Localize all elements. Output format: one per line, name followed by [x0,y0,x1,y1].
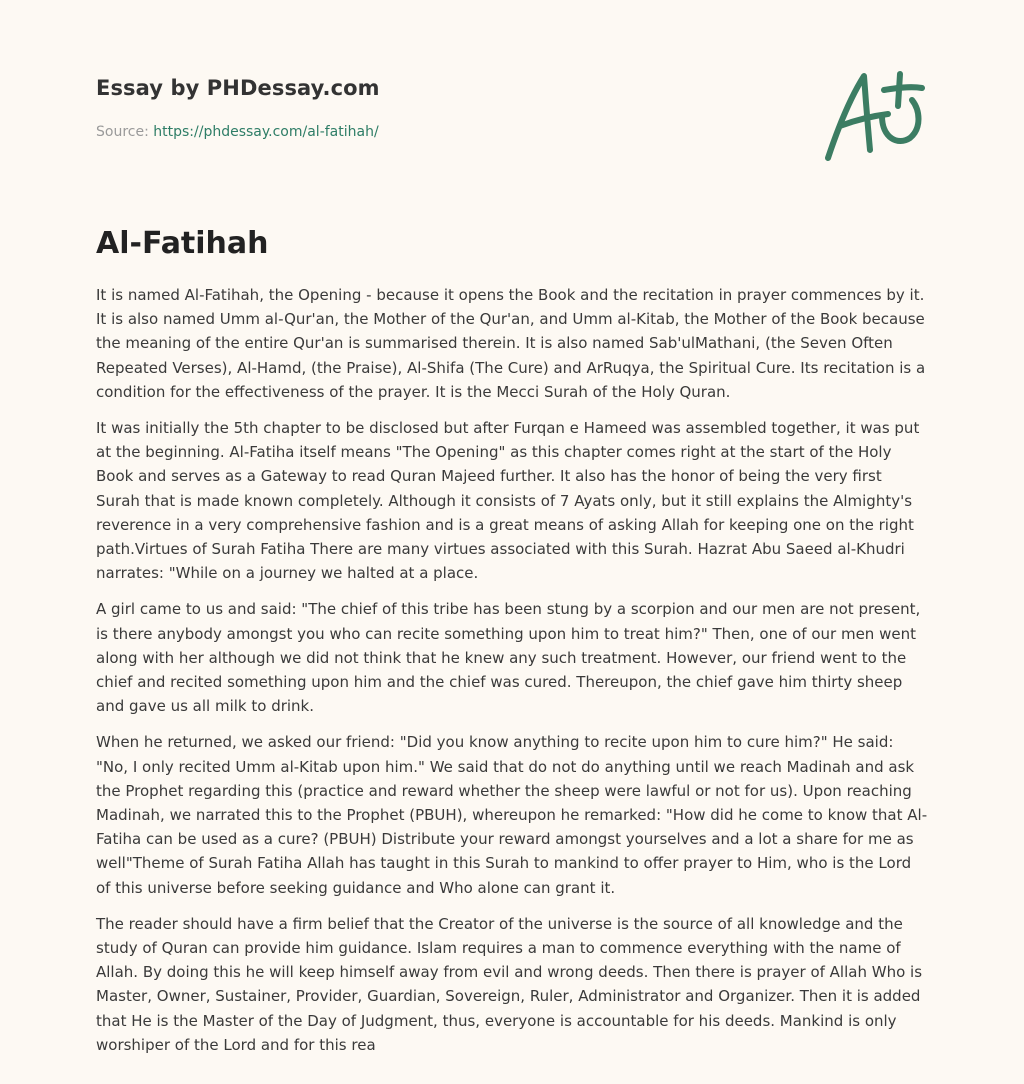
source-link[interactable]: https://phdessay.com/al-fatihah/ [153,124,379,140]
a-plus-logo-icon [818,66,930,166]
paragraph: It was initially the 5th chapter to be disclosed but after Furqan e Hameed was assembled together, it was put at the beginning. Al-Fatiha itself means "The Opening" as this chapter comes right at the start of the Holy Book and serves as a Gateway to read Quran Majeed further. It also has the honor of being the very first Surah that is made known completely. Although it consists of 7 Ayats only, but it still explains the Almighty's reverence in a very comprehensive fashion and is a great means of asking Allah for keeping one on the right path.Virtues of Surah Fatiha There are many virtues associated with this Surah. Hazrat Abu Saeed al-Khudri narrates: "While on a journey we halted at a place. [96,419,920,583]
paragraph: When he returned, we asked our friend: "Did you know anything to recite upon him to cure him?" He said: "No, I only recited Umm al-Kitab upon him." We said that do not do anything until we reach Madinah and ask the Prophet regarding this (practice and reward whether the sheep were lawful or not for us). Upon reaching Madinah, we narrated this to the Prophet (PBUH), whereupon he remarked: "How did he come to know that Al-Fatiha can be used as a cure? (PBUH) Distribute your reward amongst yourselves and a lot a share for me as well"Theme of Surah Fatiha Allah has taught in this Surah to mankind to offer prayer to Him, who is the Lord of this universe before seeking guidance and Who alone can grant it. [96,733,928,897]
paragraph: It is named Al-Fatihah, the Opening - because it opens the Book and the recitation in prayer commences by it. It is also named Umm al-Qur'an, the Mother of the Qur'an, and Umm al-Kitab, the Mother of the Book because the meaning of the entire Qur'an is summarised therein. It is also named Sab'ulMathani, (the Seven Often Repeated Verses), Al-Hamd, (the Praise), Al-Shifa (The Cure) and ArRuqya, the Spiritual Cure. Its recitation is a condition for the effectiveness of the prayer. It is the Mecci Surah of the Holy Quran. [96,286,926,401]
site-brand: Essay by PHDessay.com [96,76,380,100]
source-line [96,124,379,140]
essay-title: Al-Fatihah [96,226,269,261]
source-label: Source: [96,124,154,140]
paragraph: The reader should have a firm belief that the Creator of the universe is the source of all knowledge and the study of Quran can provide him guidance. Islam requires a man to commence everything with the name of Allah. By doing this he will keep himself away from evil and wrong deeds. Then there is prayer of Allah Who is Master, Owner, Sustainer, Provider, Guardian, Sovereign, Ruler, Administrator and Organizer. Then it is added that He is the Master of the Day of Judgment, thus, everyone is accountable for his deeds. Mankind is only worshiper of the Lord and for this rea [96,914,923,1054]
paragraph: A girl came to us and said: "The chief of this tribe has been stung by a scorpion and our men are not present, is there anybody amongst you who can recite something upon him to treat him?" Then, one of our men went along with her although we did not think that he knew any such treatment. However, our friend went to the chief and recited something upon him and the chief was cured. Thereupon, the chief gave him thirty sheep and gave us all milk to drink. [96,600,921,716]
essay-body [96,283,930,1069]
